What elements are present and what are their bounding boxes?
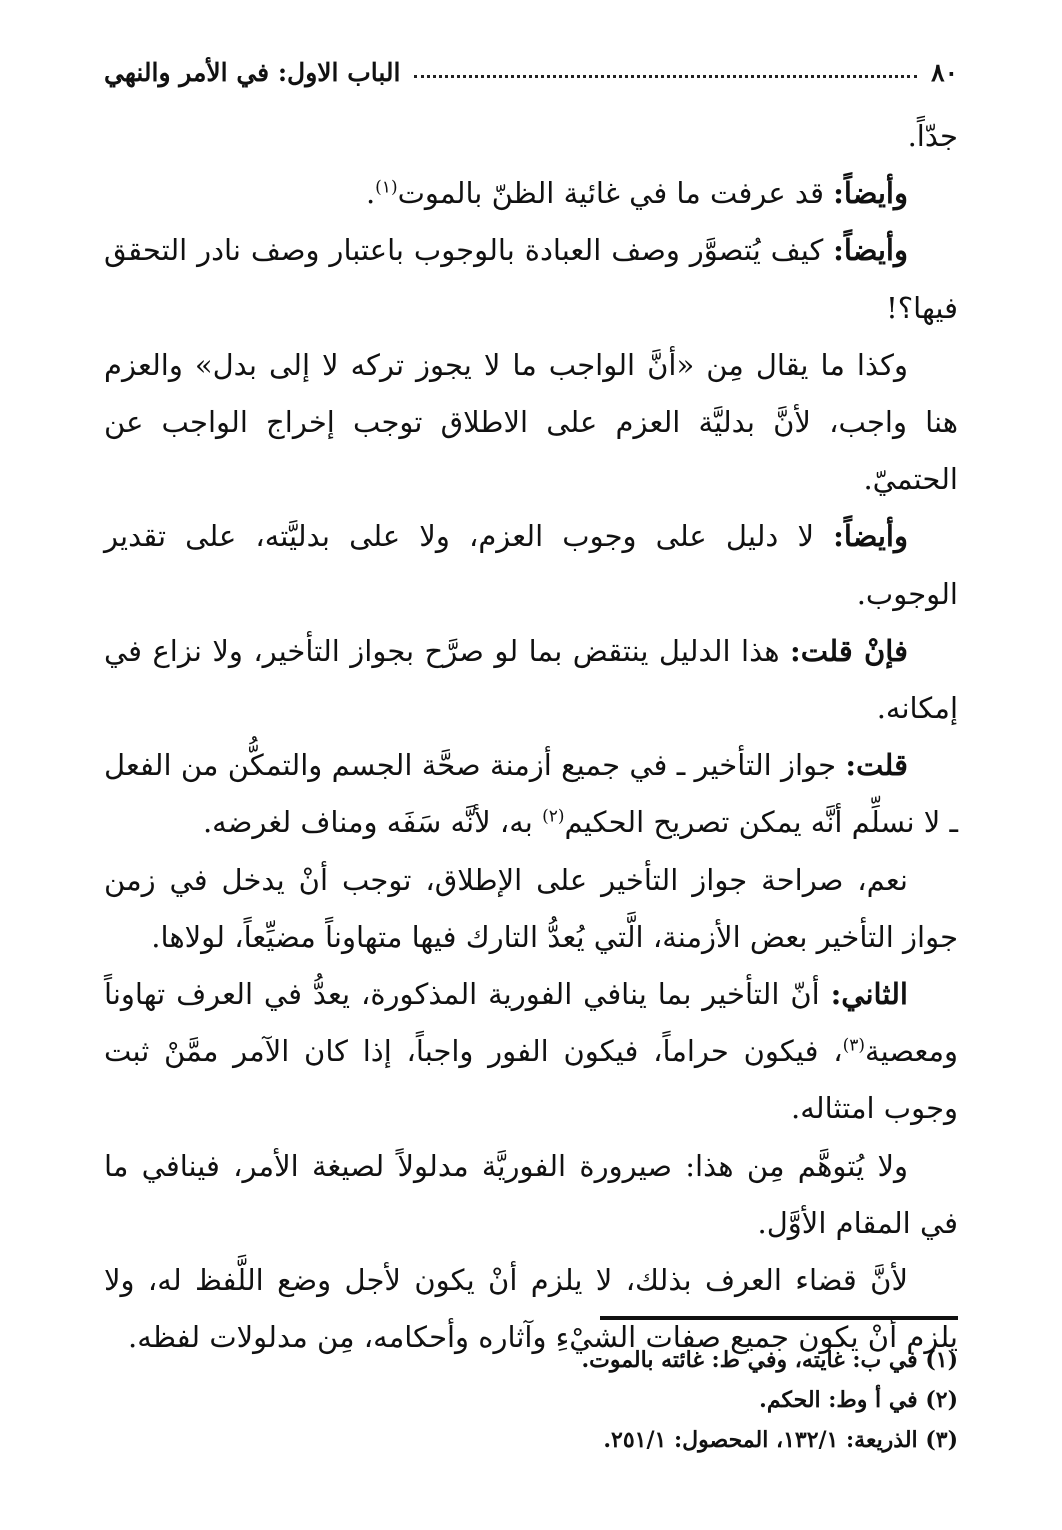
paragraph-text: هذا الدليل ينتقض بما لو صرَّح بجواز التأخير، ولا نزاع في إمكانه. — [104, 633, 958, 726]
paragraph — [104, 165, 958, 222]
main-text — [104, 108, 958, 1366]
paragraph-text: قد عرفت ما في غائية الظنّ بالموت — [397, 176, 834, 211]
paragraph-lead: الثاني: — [830, 977, 908, 1012]
footnote: (١) في ب: غايته، وفي ط: غائته بالموت. — [581, 1347, 958, 1373]
paragraph-lead: فإنْ قلت: — [790, 633, 908, 668]
paragraph-lead: وأيضاً: — [833, 233, 908, 268]
footnotes — [104, 1340, 958, 1460]
paragraph — [104, 222, 958, 336]
running-header — [104, 52, 958, 92]
paragraph-text: كيف يُتصوَّر وصف العبادة بالوجوب باعتبار وصف نادر التحقق فيها؟! — [104, 233, 958, 325]
chapter-title: الباب الاول: في الأمر والنهي — [104, 57, 401, 87]
paragraph — [104, 623, 958, 737]
paragraph: لأنَّ قضاء العرف بذلك، لا يلزم أنْ يكون لأجل وضع اللَّفظ له، ولا يلزم أنْ يكون جميع صفات الشيْءِ وآثاره وأحكامه، مِن مدلولات لفظه. — [104, 1263, 958, 1355]
dotted-leader — [414, 75, 917, 78]
paragraph-text: ، فيكون حراماً، فيكون الفور واجباً، إذا كان الآمر ممَّنْ ثبت وجوب امتثاله. — [104, 1034, 958, 1126]
paragraph — [104, 508, 958, 622]
paragraph — [104, 737, 958, 851]
footnote-ref: (٢) — [542, 806, 565, 827]
paragraph-text: به، لأنَّه سَفَه ومناف لغرضه. — [202, 805, 543, 840]
paragraph — [104, 966, 958, 1138]
paragraph-text: جواز التأخير ـ في جميع أزمنة صحَّة الجسم والتمكُّن من الفعل ـ لا نسلِّم أنَّه يمكن تصريح الحكيم — [104, 748, 958, 840]
paragraph-text: . — [365, 176, 376, 211]
paragraph-text: لا دليل على وجوب العزم، ولا على بدليَّته، على تقدير الوجوب. — [104, 519, 958, 611]
paragraph: ولا يُتوهَّم مِن هذا: صيرورة الفوريَّة مدلولاً لصيغة الأمر، فينافي ما في المقام الأوَّل. — [104, 1148, 958, 1240]
footnote-ref: (٣) — [842, 1035, 866, 1056]
footnote-ref: (١) — [375, 177, 398, 198]
page-number: ٨٠ — [931, 57, 958, 87]
paragraph-text: أنّ التأخير بما ينافي الفورية المذكورة، يعدُّ في العرف تهاوناً ومعصية — [104, 977, 958, 1069]
paragraph-lead: قلت: — [845, 748, 908, 783]
paragraph: وكذا ما يقال مِن «أنَّ الواجب ما لا يجوز تركه لا إلى بدل» والعزم هنا واجب، لأنَّ بدليَّة العزم على الاطلاق توجب إخراج الواجب عن الحتميّ. — [104, 347, 958, 497]
footnote: (٢) في أ وط: الحكم. — [759, 1387, 958, 1413]
paragraph-lead: وأيضاً: — [833, 519, 908, 554]
paragraph: جدّاً. — [907, 119, 958, 153]
paragraph-lead: وأيضاً: — [833, 176, 908, 211]
paragraph: نعم، صراحة جواز التأخير على الإطلاق، توجب أنْ يدخل في زمن جواز التأخير بعض الأزمنة، الَّتي يُعدُّ التارك فيها متهاوناً مضيِّعاً، لولاها. — [104, 862, 958, 954]
footnote-divider — [600, 1316, 958, 1320]
footnote: (٣) الذريعة: ١٣٢/١، المحصول: ٢٥١/١. — [603, 1427, 958, 1453]
